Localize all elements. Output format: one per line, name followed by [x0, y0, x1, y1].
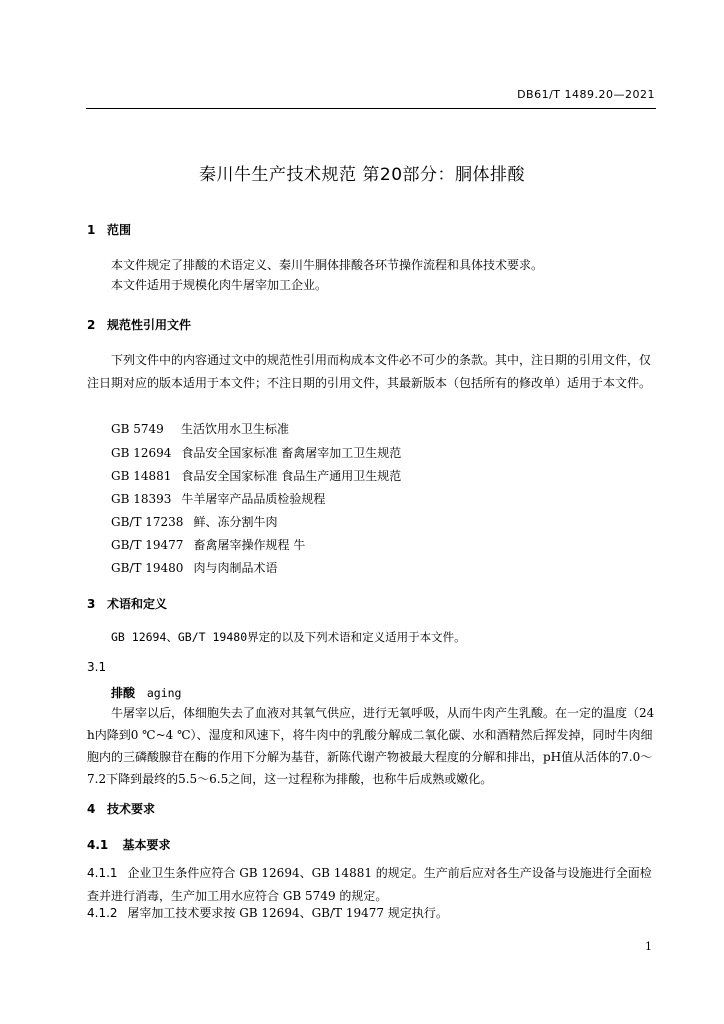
section-2-intro: 下列文件中的内容通过文中的规范性引用而构成本文件必不可少的条款。其中，注日期的引用文件，仅注日期对应的版本适用于本文件；不注日期的引用文件，其最新版本（包括所有的修改单）适用于本文件。 [87, 353, 652, 390]
clause-number: 4.1.1 [87, 866, 118, 880]
reference-item [111, 559, 277, 576]
reference-code: GB 5749 [111, 422, 164, 436]
clause-text: 企业卫生条件应符合 GB 12694、GB 14881 的规定。生产前后应对各生产设备与设施进行全面检查并进行消毒，生产加工用水应符合 GB 5749 的规定。 [87, 866, 652, 903]
section-number: 2 [87, 318, 96, 332]
section-title: 技术要求 [107, 802, 156, 816]
section-title: 规范性引用文件 [107, 318, 192, 332]
reference-item [111, 467, 401, 484]
section-3-heading [87, 595, 167, 612]
section-title: 范围 [107, 223, 132, 237]
reference-name: 鲜、冻分割牛肉 [193, 515, 278, 529]
reference-item [111, 420, 289, 437]
section-2-heading [87, 316, 191, 333]
section-1-paragraph-2: 本文件适用于规模化肉牛屠宰加工企业。 [111, 278, 328, 292]
section-1-heading [87, 221, 131, 238]
clause-4-1-2 [87, 902, 657, 925]
section-number: 1 [87, 223, 96, 237]
reference-name: 生活饮用水卫生标准 [181, 422, 290, 436]
section-number: 4 [87, 802, 96, 816]
reference-item [111, 444, 401, 461]
section-4-heading [87, 800, 155, 817]
reference-code: GB/T 17238 [111, 515, 184, 529]
reference-code: GB 18393 [111, 492, 172, 506]
section-title: 术语和定义 [107, 597, 168, 611]
header-rule [86, 108, 656, 109]
reference-code: GB/T 19480 [111, 561, 184, 575]
reference-name: 肉与肉制品术语 [193, 561, 278, 575]
reference-item [111, 490, 325, 507]
subsection-title: 基本要求 [122, 838, 171, 852]
reference-item [111, 513, 277, 530]
section-number: 3 [87, 597, 96, 611]
reference-item [111, 536, 305, 553]
term-definition: 牛屠宰以后，体细胞失去了血液对其氧气供应，进行无氧呼吸，从而牛肉产生乳酸。在一定的温度（24 h内降到0 ℃~4 ℃）、湿度和风速下，将牛肉中的乳酸分解成二氧化碳、水和酒精然后挥发掉，同时牛肉细胞内的三磷酸腺苷在酶的作用下分解为基苷，新陈代谢产物被最大程度的分解和排出，pH值从活体的7.0～7.2下降到最终的5.5～6.5之间，这一过程称为排酸，也称牛后成熟或嫩化。 [87, 706, 655, 786]
section-1-paragraph-1: 本文件规定了排酸的术语定义、秦川牛胴体排酸各环节操作流程和具体技术要求。 [111, 258, 544, 272]
reference-name: 食品安全国家标准 畜禽屠宰加工卫生规范 [181, 446, 402, 460]
reference-name: 牛羊屠宰产品品质检验规程 [181, 492, 326, 506]
subsection-number: 4.1 [87, 838, 109, 852]
reference-name: 畜禽屠宰操作规程 牛 [193, 538, 306, 552]
term-number: 3.1 [87, 660, 107, 674]
document-title: 秦川牛生产技术规范 第20部分：胴体排酸 [198, 165, 526, 185]
reference-code: GB/T 19477 [111, 538, 184, 552]
clause-number: 4.1.2 [87, 906, 118, 920]
term-english: aging [146, 686, 182, 700]
section-3-intro: GB 12694、GB/T 19480界定的以及下列术语和定义适用于本文件。 [111, 630, 466, 644]
clause-text: 屠宰加工技术要求按 GB 12694、GB/T 19477 规定执行。 [127, 906, 448, 920]
term-chinese: 排酸 [111, 686, 136, 700]
subsection-4-1-heading [87, 836, 170, 853]
header-standard-code: DB61/T 1489.20—2021 [517, 88, 655, 101]
reference-name: 食品安全国家标准 食品生产通用卫生规范 [181, 469, 402, 483]
reference-code: GB 12694 [111, 446, 172, 460]
page-number: 1 [645, 940, 652, 953]
reference-code: GB 14881 [111, 469, 172, 483]
